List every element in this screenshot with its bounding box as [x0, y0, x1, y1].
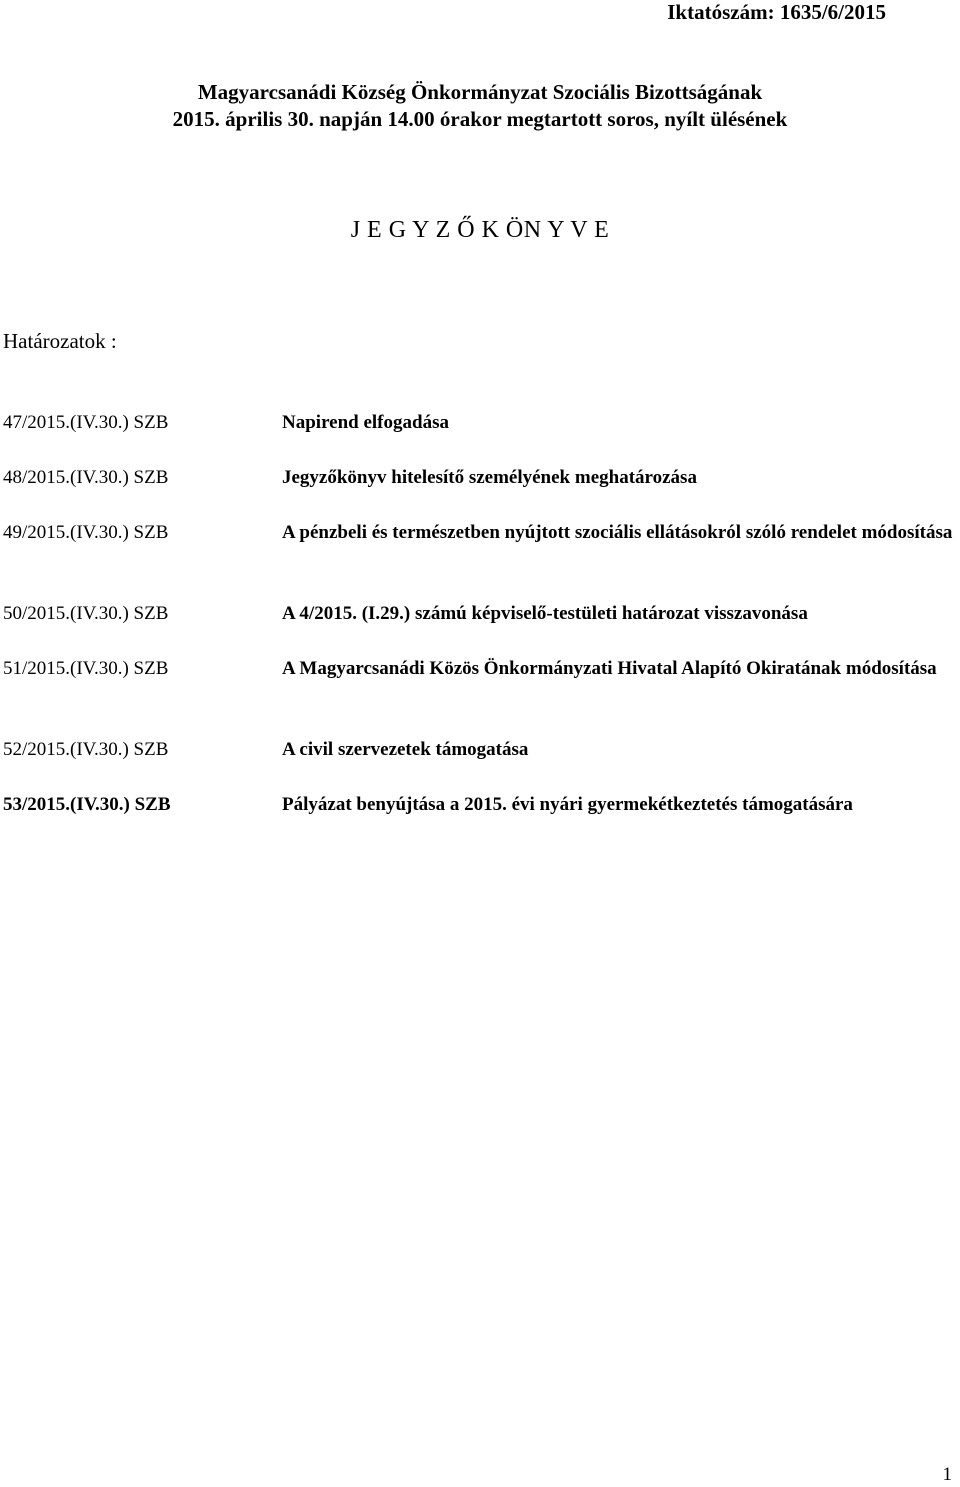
resolution-number: 51/2015.(IV.30.) SZB [3, 658, 169, 679]
resolution-description: A pénzbeli és természetben nyújtott szociális ellátásokról szóló rendelet módosítása [282, 522, 953, 543]
header-line-1: Magyarcsanádi Község Önkormányzat Szociális Bizottságának [197, 80, 763, 104]
resolution-description: Napirend elfogadása [282, 412, 449, 433]
resolution-description: A civil szervezetek támogatása [282, 739, 529, 760]
resolution-description: A Magyarcsanádi Közös Önkormányzati Hivatal Alapító Okiratának módosítása [282, 658, 937, 679]
resolution-number: 48/2015.(IV.30.) SZB [3, 467, 169, 488]
resolution-description: Jegyzőkönyv hitelesítő személyének meghatározása [282, 467, 697, 488]
resolutions-label: Határozatok : [3, 329, 117, 353]
document-title: J E G Y Z Ő K ÖN Y V E [350, 217, 610, 243]
resolution-number: 50/2015.(IV.30.) SZB [3, 603, 169, 624]
resolution-description: A 4/2015. (I.29.) számú képviselő-testületi határozat visszavonása [282, 603, 808, 624]
registration-number: Iktatószám: 1635/6/2015 [667, 0, 886, 24]
resolution-number: 52/2015.(IV.30.) SZB [3, 739, 169, 760]
meeting-header [0, 79, 960, 133]
page-number: 1 [942, 1464, 952, 1485]
header-line-2: 2015. április 30. napján 14.00 órakor megtartott soros, nyílt ülésének [172, 107, 788, 131]
resolution-number: 49/2015.(IV.30.) SZB [3, 522, 169, 543]
resolution-description: Pályázat benyújtása a 2015. évi nyári gyermekétkeztetés támogatására [282, 794, 853, 815]
resolution-number: 53/2015.(IV.30.) SZB [3, 794, 171, 815]
resolution-number: 47/2015.(IV.30.) SZB [3, 412, 169, 433]
